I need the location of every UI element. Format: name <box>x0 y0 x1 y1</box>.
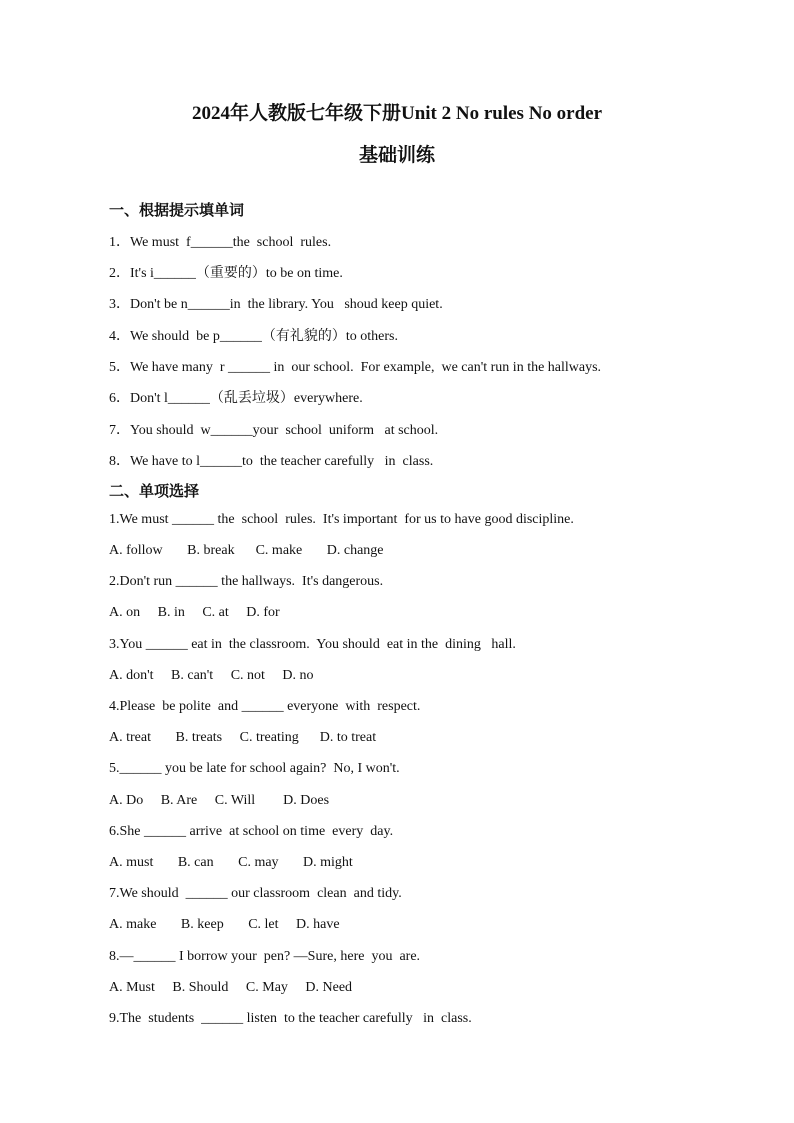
section2-heading: 二、单项选择 <box>109 484 200 500</box>
question-4: 4.Please be polite and ______ everyone with respect. <box>109 699 421 714</box>
section1-item-4: 4．We should be p______（有礼貌的）to others. <box>109 329 398 344</box>
section1-item-5: 5．We have many r ______ in our school. For example, we can't run in the hallways. <box>109 360 602 375</box>
section1-item-6: 6．Don't l______（乱丢垃圾）everywhere. <box>109 391 363 406</box>
options-8: A. Must B. Should C. May D. Need <box>109 980 353 995</box>
options-4: A. treat B. treats C. treating D. to treat <box>109 730 377 745</box>
question-9: 9.The students ______ listen to the teacher carefully in class. <box>109 1011 472 1026</box>
options-2: A. on B. in C. at D. for <box>109 605 280 620</box>
question-5: 5.______ you be late for school again? No, I won't. <box>109 761 400 776</box>
question-6: 6.She ______ arrive at school on time every day. <box>109 824 394 839</box>
section1-item-2: 2．It's i______（重要的）to be on time. <box>109 266 343 281</box>
section1-item-1: 1．We must f______the school rules. <box>109 235 332 250</box>
section1-item-8: 8．We have to l______to the teacher carefully in class. <box>109 454 434 469</box>
question-1: 1.We must ______ the school rules. It's important for us to have good discipline. <box>109 512 574 527</box>
page-subtitle: 基础训练 <box>358 145 435 166</box>
question-7: 7.We should ______ our classroom clean and tidy. <box>109 886 402 901</box>
options-5: A. Do B. Are C. Will D. Does <box>109 793 330 808</box>
options-6: A. must B. can C. may D. might <box>109 855 353 870</box>
options-3: A. don't B. can't C. not D. no <box>109 668 314 683</box>
page-title: 2024年人教版七年级下册Unit 2 No rules No order <box>191 103 603 124</box>
section1-item-7: 7．You should w______your school uniform at school. <box>109 423 439 438</box>
options-1: A. follow B. break C. make D. change <box>109 543 384 558</box>
section1-heading: 一、根据提示填单词 <box>109 203 245 219</box>
question-8: 8.—______ I borrow your pen? —Sure, here you are. <box>109 949 421 964</box>
options-7: A. make B. keep C. let D. have <box>109 917 340 932</box>
question-2: 2.Don't run ______ the hallways. It's dangerous. <box>109 574 384 589</box>
question-3: 3.You ______ eat in the classroom. You should eat in the dining hall. <box>109 637 516 652</box>
section1-item-3: 3．Don't be n______in the library. You shoud keep quiet. <box>109 297 443 312</box>
